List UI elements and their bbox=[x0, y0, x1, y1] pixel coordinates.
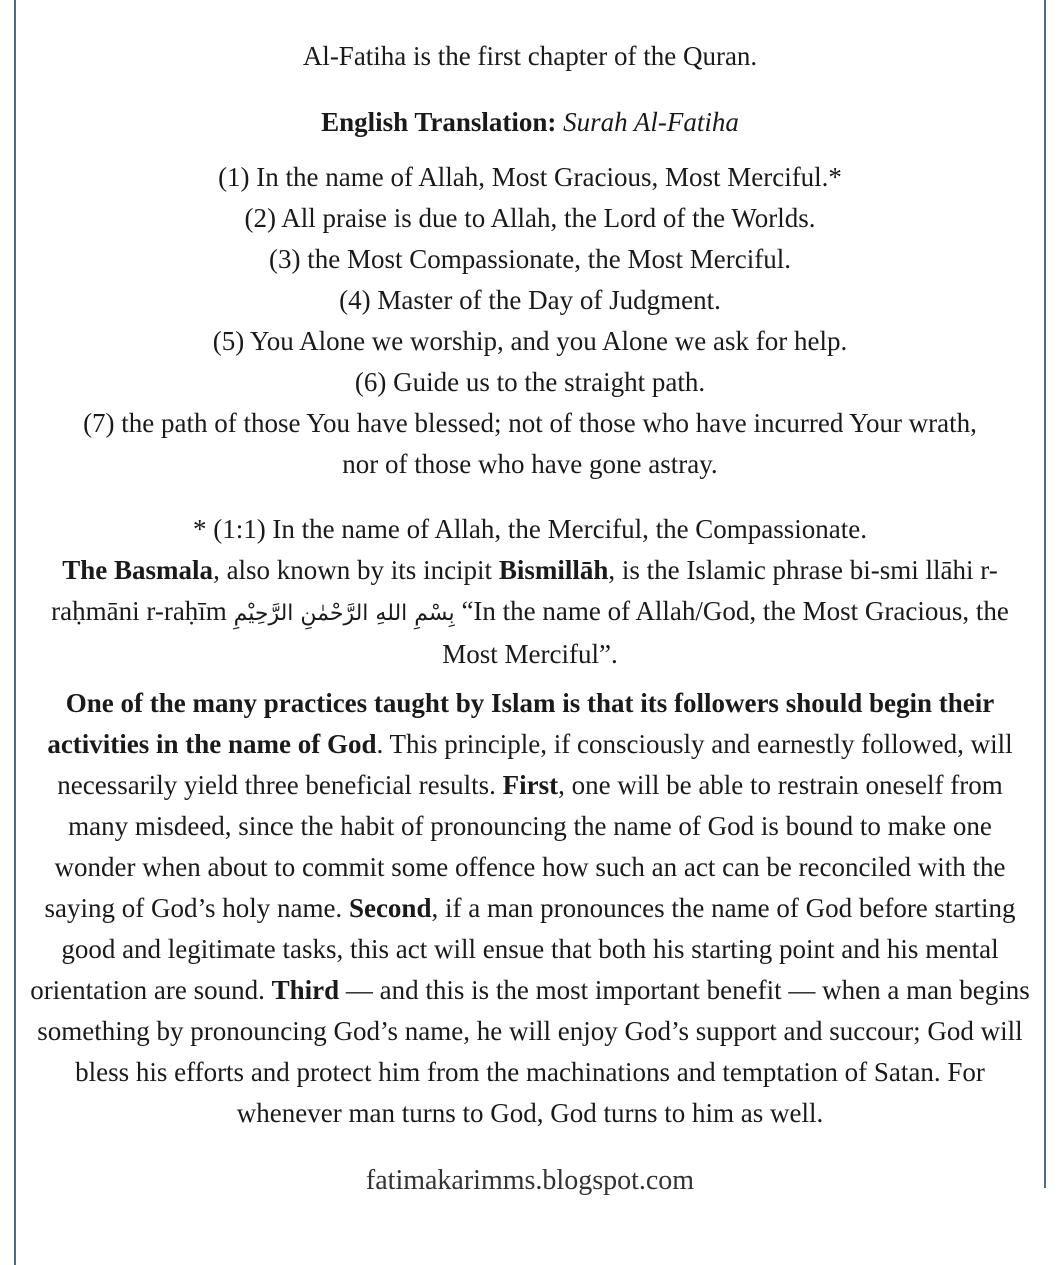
page-border-right bbox=[1044, 0, 1046, 1188]
verse-3: (3) the Most Compassionate, the Most Merciful. bbox=[269, 244, 791, 274]
body-text-4: — and this is the most important benefit — when a man begins something by pronouncing God’s name, he will enjoy God’s support and succour; God will bless his efforts and protect him from the machinations and temptation of Satan. For whenever man turns to God, God turns to him as well. bbox=[37, 975, 1030, 1128]
footnote-text-a: , also known by its incipit bbox=[213, 555, 499, 585]
bismillah-term: Bismillāh bbox=[498, 555, 609, 585]
heading-title: Surah Al-Fatiha bbox=[563, 107, 739, 137]
body-text-1: . This principle, if consciously and earnestly followed, will necessarily yield three beneficial results. bbox=[57, 729, 1013, 800]
verse-list bbox=[30, 157, 1030, 485]
basmala-term: The Basmala bbox=[62, 555, 214, 585]
lead-sentence: One of the many practices taught by Islam is that its followers should begin their activities in the name of God bbox=[47, 688, 995, 759]
basmala-paragraph bbox=[30, 550, 1030, 675]
verse-2: (2) All praise is due to Allah, the Lord of the Worlds. bbox=[244, 203, 816, 233]
page-border-left bbox=[14, 0, 16, 1265]
verse-7: (7) the path of those You have blessed; not of those who have incurred Your wrath, nor of those who have gone astray. bbox=[83, 408, 977, 479]
translation-heading bbox=[30, 102, 1030, 143]
document-page bbox=[30, 36, 1030, 1201]
footnote-line: * (1:1) In the name of Allah, the Merciful, the Compassionate. bbox=[192, 514, 868, 544]
verse-5: (5) You Alone we worship, and you Alone we ask for help. bbox=[212, 326, 848, 356]
third-term: Third bbox=[271, 975, 340, 1005]
body-text-2: , one will be able to restrain oneself from many misdeed, since the habit of pronouncing the name of God is bound to make one wonder when about to commit some offence how such an act can be reconciled with the saying of God’s holy name. bbox=[44, 770, 1006, 923]
second-term: Second bbox=[348, 893, 432, 923]
arabic-basmala: بِسْمِ اللهِ الرَّحْمٰنِ الرَّحِيْمِ bbox=[233, 601, 455, 626]
first-term: First bbox=[502, 770, 559, 800]
body-text-3: , if a man pronounces the name of God before starting good and legitimate tasks, this act will ensue that both his starting point and his mental orientation are sound. bbox=[30, 893, 1016, 1005]
verse-6: (6) Guide us to the straight path. bbox=[354, 367, 706, 397]
verse-4: (4) Master of the Day of Judgment. bbox=[339, 285, 721, 315]
body-paragraph bbox=[30, 683, 1030, 1134]
footnote-text-b: , is the Islamic phrase bi-smi llāhi r-raḥmāni r-raḥīm bbox=[51, 555, 998, 626]
footnote-text-c: “In the name of Allah/God, the Most Gracious, the Most Merciful”. bbox=[442, 596, 1009, 669]
heading-label: English Translation: bbox=[321, 107, 557, 137]
source-url: fatimakarimms.blogspot.com bbox=[365, 1165, 695, 1196]
intro-text: Al-Fatiha is the first chapter of the Quran. bbox=[302, 41, 758, 71]
footnote bbox=[30, 509, 1030, 675]
verse-1: (1) In the name of Allah, Most Gracious, Most Merciful.* bbox=[218, 162, 842, 192]
